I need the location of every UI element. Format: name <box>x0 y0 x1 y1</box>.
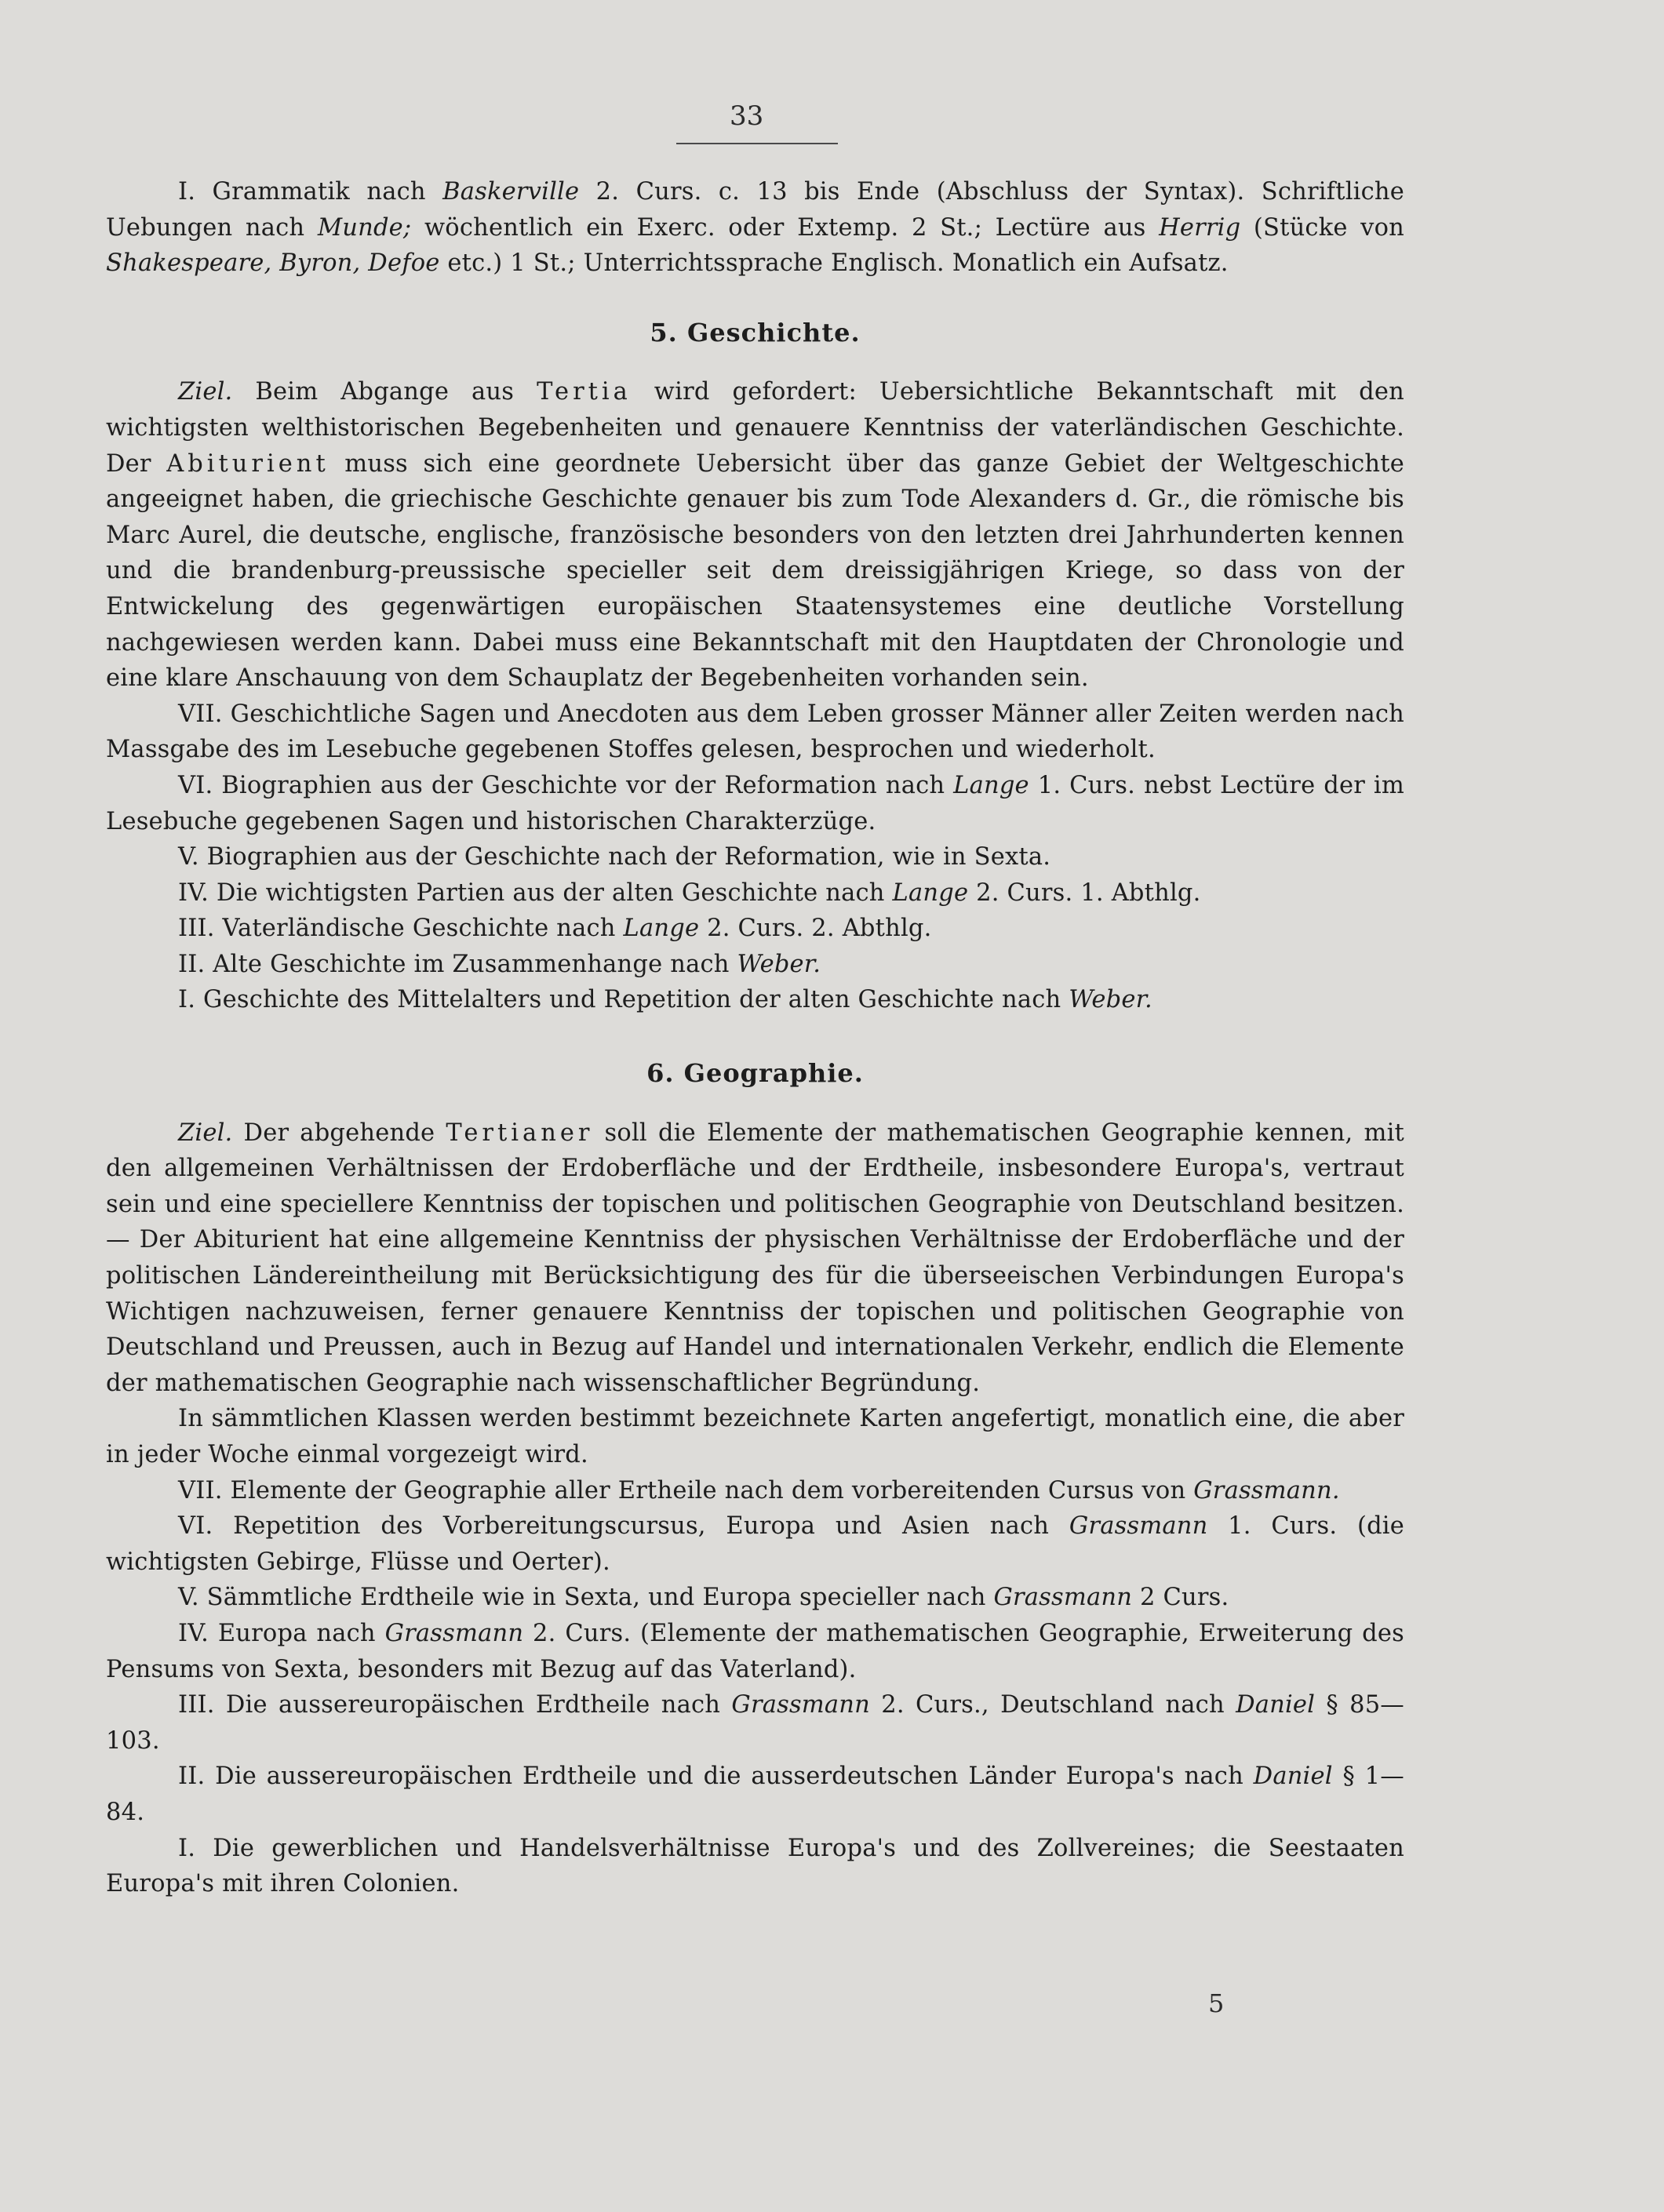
geschichte-class-ii: II. Alte Geschichte im Zusammenhange nach Weber. <box>178 950 821 978</box>
geschichte-class-iv: IV. Die wichtigsten Partien aus der alten Geschichte nach Lange 2. Curs. 1. Abthlg. <box>178 879 1201 907</box>
geographie-ziel-paragraph: Ziel. Der abgehende Tertianer soll die Elemente der mathematischen Geographie kennen, mit den allgemeinen Verhältnissen der Erdoberfläche und der Erdtheile, insbesondere Europa's, vertraut sein und eine speciellere Kenntniss der topischen und politischen Geographie von Deutschland besitzen. — Der Abiturient hat eine allgemeine Kenntniss der physischen Verhältnisse der Erdoberfläche und der politischen Ländereintheilung mit Berücksichtigung des für die überseeischen Verbindungen Europa's Wichtigen nachzuweisen, ferner genauere Kenntniss der topischen und politischen Geographie von Deutschland und Preussen, auch in Bezug auf Handel und internationalen Verkehr, endlich die Elemente der mathematischen Geographie nach wissenschaftlicher Begründung. <box>106 1119 1404 1397</box>
geschichte-class-iii: III. Vaterländische Geschichte nach Lange 2. Curs. 2. Abthlg. <box>178 915 932 943</box>
english-grammar-paragraph: I. Grammatik nach Baskerville 2. Curs. c. 13 bis Ende (Abschluss der Syntax). Schriftliche Uebungen nach Munde; wöchentlich ein Exerc. oder Extemp. 2 St.; Lectüre aus Herrig (Stücke von Shakespeare, Byron, Defoe etc.) 1 St.; Unterrichtssprache Englisch. Monatlich ein Aufsatz. <box>106 178 1405 278</box>
page-number: 33 <box>730 100 764 132</box>
geschichte-class-i: I. Geschichte des Mittelalters und Repetition der alten Geschichte nach Weber. <box>178 986 1152 1014</box>
page-body <box>106 174 1404 1902</box>
geographie-class-vii: VII. Elemente der Geographie aller Ertheile nach dem vorbereitenden Cursus von Grassmann. <box>178 1476 1340 1504</box>
section-heading-geschichte: 5. Geschichte. <box>650 317 861 347</box>
geschichte-class-vi: VI. Biographien aus der Geschichte vor der Reformation nach Lange 1. Curs. nebst Lectüre der im Lesebuche gegebenen Sagen und historischen Charakterzüge. <box>106 771 1404 835</box>
geographie-class-iii: III. Die aussereuropäischen Erdtheile nach Grassmann 2. Curs., Deutschland nach Daniel § 85—103. <box>106 1691 1404 1755</box>
geographie-class-i: I. Die gewerblichen und Handelsverhältnisse Europa's und des Zollvereines; die Seestaaten Europa's mit ihren Colonien. <box>106 1834 1404 1898</box>
header-rule <box>676 143 838 144</box>
geschichte-ziel-paragraph: Ziel. Beim Abgange aus Tertia wird gefordert: Uebersichtliche Bekanntschaft mit den wichtigsten welthistorischen Begebenheiten und genauere Kenntniss der vaterländischen Geschichte. Der Abiturient muss sich eine geordnete Uebersicht über das ganze Gebiet der Weltgeschichte angeeignet haben, die griechische Geschichte genauer bis zum Tode Alexanders d. Gr., die römische bis Marc Aurel, die deutsche, englische, französische besonders von den letzten drei Jahrhunderten kennen und die brandenburg-preussische specieller seit dem dreissigjährigen Kriege, so dass von der Entwickelung des gegenwärtigen europäischen Staatensystemes eine deutliche Vorstellung nachgewiesen werden kann. Dabei muss eine Bekanntschaft mit den Hauptdaten der Chronologie und eine klare Anschauung von dem Schauplatz der Begebenheiten vorhanden sein. <box>106 378 1404 693</box>
geographie-class-iv: IV. Europa nach Grassmann 2. Curs. (Elemente der mathematischen Geographie, Erweiterung des Pensums von Sexta, besonders mit Bezug auf das Vaterland). <box>106 1619 1404 1683</box>
geschichte-class-v: V. Biographien aus der Geschichte nach der Reformation, wie in Sexta. <box>178 843 1051 871</box>
geographie-class-vi: VI. Repetition des Vorbereitungscursus, Europa und Asien nach Grassmann 1. Curs. (die wichtigsten Gebirge, Flüsse und Oerter). <box>106 1512 1404 1576</box>
geschichte-class-vii: VII. Geschichtliche Sagen und Anecdoten aus dem Leben grosser Männer aller Zeiten werden nach Massgabe des im Lesebuche gegebenen Stoffes gelesen, besprochen und wiederholt. <box>106 700 1404 764</box>
geographie-class-v: V. Sämmtliche Erdtheile wie in Sexta, und Europa specieller nach Grassmann 2 Curs. <box>178 1584 1229 1612</box>
geographie-karten-paragraph: In sämmtlichen Klassen werden bestimmt bezeichnete Karten angefertigt, monatlich eine, die aber in jeder Woche einmal vorgezeigt wird. <box>106 1405 1404 1468</box>
geographie-class-ii: II. Die aussereuropäischen Erdtheile und die ausserdeutschen Länder Europa's nach Daniel § 1—84. <box>106 1763 1404 1826</box>
section-heading-geographie: 6. Geographie. <box>646 1058 864 1089</box>
sheet-signature-number: 5 <box>1208 1988 1225 2018</box>
